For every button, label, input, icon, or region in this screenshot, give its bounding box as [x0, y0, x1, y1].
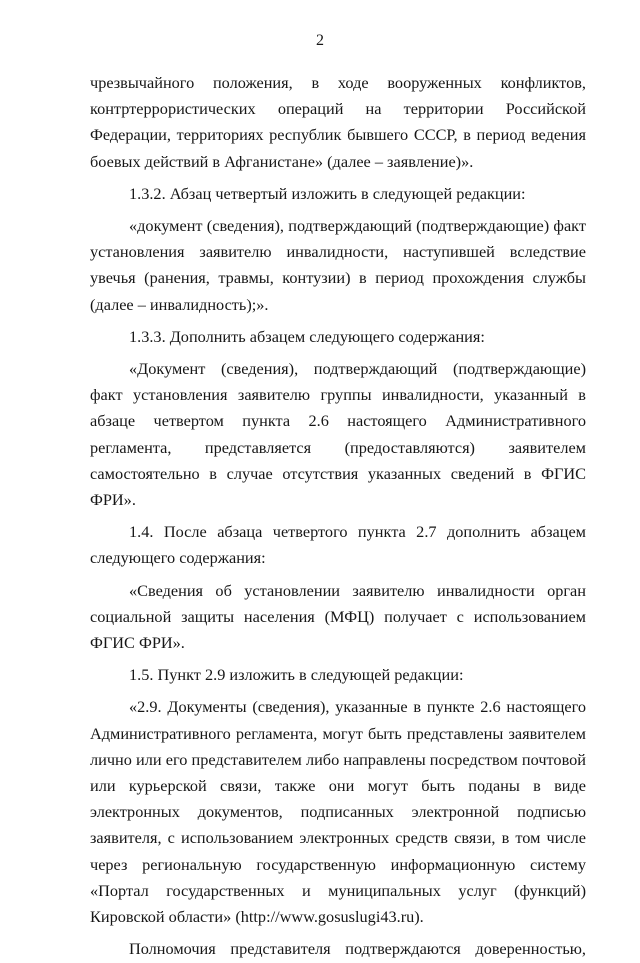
- paragraph-1-3-2: 1.3.2. Абзац четвертый изложить в следующей редакции:: [129, 183, 526, 203]
- page-number: 2: [316, 32, 324, 49]
- document-body: [90, 70, 586, 963]
- paragraph-quote-document-disability: «документ (сведения), подтверждающий (подтверждающие) факт установления заявителю инвалидности, наступившей вследствие увечья (ранения, травмы, контузии) в период прохождения службы (далее – инвалидность);».: [90, 216, 586, 314]
- paragraph-1-5: 1.5. Пункт 2.9 изложить в следующей редакции:: [129, 665, 464, 685]
- paragraph-1-4: 1.4. После абзаца четвертого пункта 2.7 дополнить абзацем следующего содержания:: [90, 522, 586, 568]
- paragraph-quote-information: «Сведения об установлении заявителю инвалидности орган социальной защиты населения (МФЦ) получает с использованием ФГИС ФРИ».: [90, 580, 586, 653]
- paragraph-2-9: «2.9. Документы (сведения), указанные в пункте 2.6 настоящего Административного регламента, могут быть представлены заявителем лично или его представителем либо направлены посредством почтовой или курьерской связи, также они могут быть поданы в виде электронных документов, подписанных электронной подписью заявителя, с использованием электронных средств связи, в том числе через региональную государственную информационную систему «Портал государственных и муниципальных услуг (функций) Кировской области» (http://www.gosuslugi43.ru).: [90, 697, 586, 927]
- paragraph-1-3-3: 1.3.3. Дополнить абзацем следующего содержания:: [129, 326, 485, 346]
- paragraph-representative-authority: Полномочия представителя подтверждаются доверенностью,: [129, 939, 586, 959]
- paragraph-continuation: чрезвычайного положения, в ходе вооруженных конфликтов, контртеррористических операций на территории Российской Федерации, территориях республик бывшего СССР, в период ведения боевых действий в Афганистане» (далее – заявление)».: [90, 73, 586, 171]
- paragraph-quote-document-group: «Документ (сведения), подтверждающий (подтверждающие) факт установления заявителю группы инвалидности, указанный в абзаце четвертом пункта 2.6 настоящего Административного регламента, представляется (предоставляются) заявителем самостоятельно в случае отсутствия указанных сведений в ФГИС ФРИ».: [90, 359, 586, 510]
